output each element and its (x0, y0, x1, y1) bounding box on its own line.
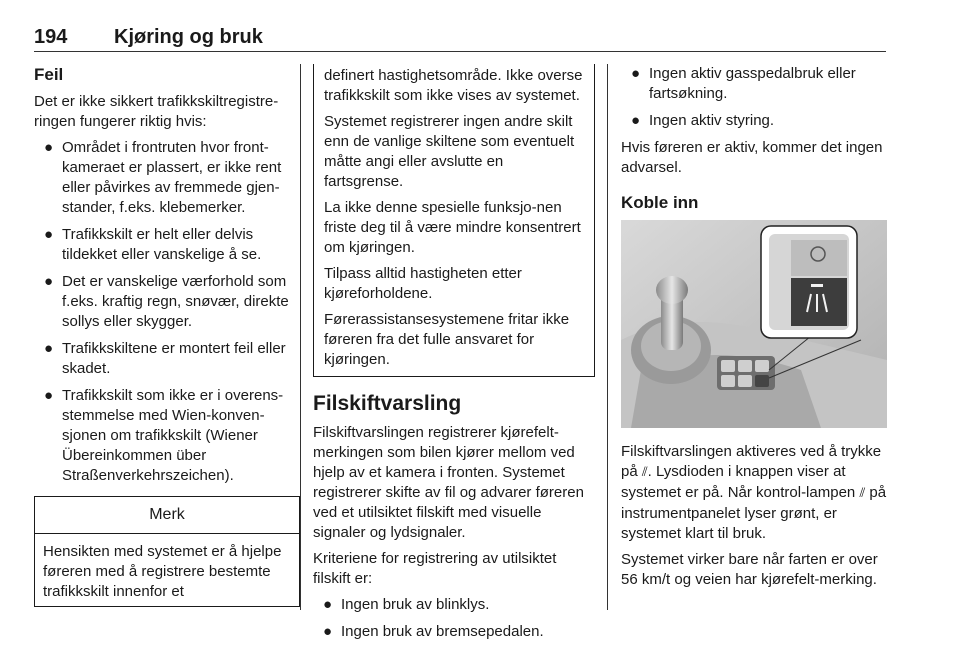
list-item: ● Trafikkskilt som ikke er i overens-stemmelse med Wien-konven-sjonen om trafikkskilt (Wiener Übereinkommen über Straßenverkehrszeichen). (44, 387, 284, 484)
bullet-icon: ● (44, 273, 54, 290)
zoom-inset (761, 226, 857, 338)
list-item: ● Ingen bruk av bremsepedalen. (323, 623, 544, 640)
section-heading-filskiftvarsling: Filskiftvarsling (313, 392, 462, 415)
header-rule (34, 51, 886, 52)
criteria-list (313, 595, 595, 642)
paragraph: Kriteriene for registrering av utilsiktet filskift er: (313, 550, 557, 587)
paragraph-activation: Filskiftvarslingen aktiveres ved å trykke på ⫽. Lysdioden i knappen viser at systemet er på. Når kontrol-lampen ⫽ på instrumentpanelet lyser grønt, er systemet klart til bruk. (621, 443, 887, 542)
section-heading-koble-inn: Koble inn (621, 193, 699, 212)
column-1 (34, 64, 300, 607)
lane-departure-icon: ⫽ (859, 486, 866, 501)
note-paragraph: Tilpass alltid hastigheten etter kjøreforholdene. (324, 265, 522, 302)
list-item: ● Området i frontruten hvor front-kameraet er plassert, er ikke rent eller påvirkes av fremmede gjen-stander, f.eks. klebemerker. (44, 139, 282, 216)
list-item: ● Trafikkskilt er helt eller delvis tildekket eller vanskelige å se. (44, 226, 262, 263)
intro-paragraph: Det er ikke sikkert trafikkskiltregistre-ringen fungerer riktig hvis: (34, 93, 279, 130)
bullet-icon: ● (631, 112, 641, 129)
failure-list (34, 138, 300, 486)
page-header (34, 20, 886, 52)
note-box (34, 496, 300, 607)
note-text: Hensikten med systemet er å hjelpe føreren med å registrere bestemte trafikkskilt innenfor et (43, 543, 282, 600)
page-number: 194 (34, 26, 68, 48)
column-divider (300, 64, 301, 610)
bullet-icon: ● (44, 387, 54, 404)
paragraph: Systemet virker bare når farten er over 56 km/t og veien har kjørefelt-merking. (621, 551, 878, 588)
note-paragraph: Førerassistansesystemene fritar ikke føreren fra det fulle ansvaret for kjøringen. (324, 311, 570, 368)
section-heading-feil: Feil (34, 65, 64, 84)
note-paragraph: definert hastighetsområde. Ikke overse trafikkskilt som ikke vises av systemet. (324, 67, 583, 104)
running-title: Kjøring og bruk (114, 26, 263, 48)
list-item: ● Det er vanskelige værforhold som f.eks. kraftig regn, snøvær, direkte sollys eller skygger. (44, 273, 289, 330)
note-paragraph: Systemet registrerer ingen andre skilt enn de vanlige skiltene som eventuelt måtte angi eller avslutte en fartsgrense. (324, 113, 575, 190)
list-item: ● Ingen aktiv gasspedalbruk eller fartsøkning. (631, 65, 856, 102)
lane-departure-icon: ⫽ (641, 465, 648, 480)
note-paragraph: La ikke denne spesielle funksjo-nen friste deg til å være mindre konsentrert om kjøringen. (324, 199, 581, 256)
bullet-icon: ● (44, 340, 54, 357)
column-2 (313, 64, 595, 649)
list-item: ● Ingen bruk av blinklys. (323, 596, 490, 613)
list-item: ● Ingen aktiv styring. (631, 112, 775, 129)
bullet-icon: ● (631, 65, 641, 82)
column-divider (607, 64, 608, 610)
bullet-icon: ● (323, 623, 333, 640)
console-photo (621, 220, 887, 428)
bullet-icon: ● (44, 139, 54, 156)
switch-panel (717, 356, 775, 390)
note-title: Merk (35, 497, 299, 534)
column-3 (621, 64, 887, 596)
bullet-icon: ● (323, 596, 333, 613)
list-item: ● Trafikkskiltene er montert feil eller skadet. (44, 340, 286, 377)
paragraph: Filskiftvarslingen registrerer kjørefelt-merkingen som bilen kjører mellom ved hjelp av et kamera i fronten. Systemet registrerer skifte av fil og advarer føreren ved et utilsiktet filskift med visuelle signaler og lydsignaler. (313, 424, 584, 541)
note-box-continued (313, 64, 595, 377)
criteria-list-continued (621, 64, 887, 131)
paragraph: Hvis føreren er aktiv, kommer det ingen advarsel. (621, 139, 883, 176)
bullet-icon: ● (44, 226, 54, 243)
